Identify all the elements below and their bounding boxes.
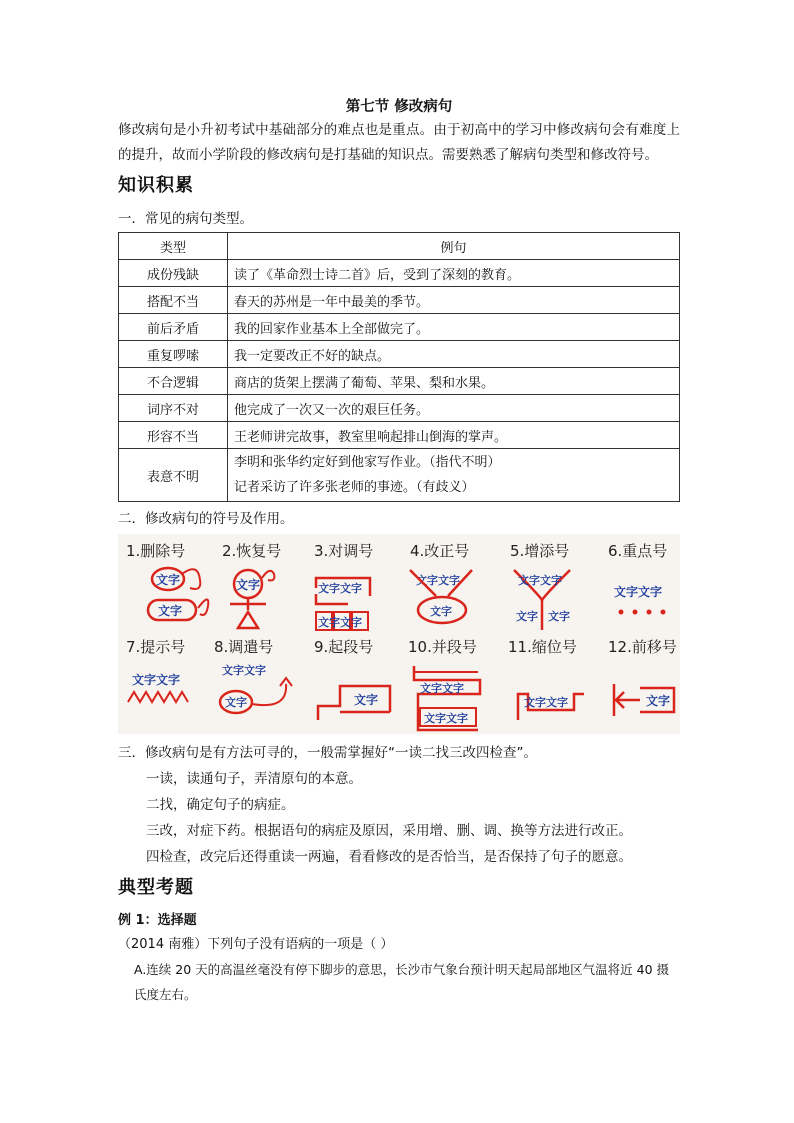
sentence-types-table: [118, 232, 680, 502]
symbol-word: 文字: [548, 610, 570, 623]
document-page: [118, 96, 680, 1007]
symbol-word: 文字文字: [416, 574, 460, 587]
table-row: [119, 395, 680, 422]
symbol-word: 文字文字: [318, 616, 362, 629]
symbol-label-correct: 4.改正号: [410, 542, 470, 560]
row-example: [228, 449, 680, 502]
symbol-word: 文字文字: [524, 696, 568, 709]
typical-questions-heading: 典型考题: [118, 877, 194, 898]
row-example: 王老师讲完故事，教室里响起排山倒海的掌声。: [228, 422, 680, 449]
symbol-word: 文字文字: [318, 582, 362, 595]
symbol-label-move: 8.调遣号: [214, 638, 274, 656]
symbol-label-indent: 11.缩位号: [508, 638, 577, 656]
symbol-label-merge-paragraph: 10.并段号: [408, 638, 477, 656]
symbol-word: 文字: [225, 696, 247, 709]
row-type: 前后矛盾: [119, 314, 228, 341]
row-example: 他完成了一次又一次的艰巨任务。: [228, 395, 680, 422]
symbol-word: 文字文字: [424, 712, 468, 725]
example-1-question: （2014 南雅）下列句子没有语病的一项是（ ）: [118, 937, 394, 952]
symbol-word: 文字文字: [614, 585, 663, 599]
row-example: 读了《革命烈士诗二首》后，受到了深刻的教育。: [228, 260, 680, 287]
symbol-label-emphasis: 6.重点号: [608, 542, 668, 560]
symbol-word: 文字: [516, 610, 538, 623]
symbol-word: 文字: [236, 578, 261, 592]
symbol-label-delete: 1.删除号: [126, 542, 186, 560]
section-1-heading: 一．常见的病句类型。: [118, 211, 253, 227]
symbol-label-swap: 3.对调号: [314, 542, 374, 560]
row-example: 我一定要改正不好的缺点。: [228, 341, 680, 368]
table-row: [119, 449, 680, 502]
row-type: 成份残缺: [119, 260, 228, 287]
table-row: [119, 260, 680, 287]
row-example-line: 李明和张华约定好到他家写作业。（指代不明）: [234, 455, 501, 470]
symbol-label-restore: 2.恢复号: [222, 542, 282, 560]
step-check: 四检查，改完后还得重读一两遍，看看修改的是否恰当，是否保持了句子的愿意。: [146, 849, 632, 865]
symbol-word: 文字: [158, 604, 183, 618]
symbol-label-hint: 7.提示号: [126, 638, 186, 656]
symbol-label-move-forward: 12.前移号: [608, 638, 677, 656]
section-3-heading: 三．修改病句是有方法可寻的，一般需掌握好“一读二找三改四检查”。: [118, 745, 537, 761]
symbol-word: 文字文字: [222, 664, 266, 677]
row-type: 形容不当: [119, 422, 228, 449]
table-header-row: [119, 233, 680, 260]
symbol-word: 文字: [430, 605, 452, 618]
page-title: 第七节 修改病句: [345, 99, 453, 115]
table-row: [119, 341, 680, 368]
row-example: 春天的苏州是一年中最美的季节。: [228, 287, 680, 314]
table-row: [119, 314, 680, 341]
row-type: 不合逻辑: [119, 368, 228, 395]
table-row: [119, 287, 680, 314]
step-correct: 三改，对症下药。根据语句的病症及原因，采用增、删、调、换等方法进行改正。: [146, 823, 632, 839]
symbol-word: 文字文字: [420, 682, 464, 695]
section-2-heading: 二．修改病句的符号及作用。: [118, 511, 294, 527]
correction-symbols-figure: [118, 534, 680, 734]
step-read: 一读，读通句子，弄清原句的本意。: [146, 771, 362, 787]
header-type: 类型: [119, 233, 228, 260]
intro-paragraph: 修改病句是小升初考试中基础部分的难点也是重点。由于初高中的学习中修改病句会有难度上的提升，故而小学阶段的修改病句是打基础的知识点。需要熟悉了解病句类型和修改符号。: [118, 122, 680, 163]
symbol-label-insert: 5.增添号: [510, 542, 570, 560]
symbol-word: 文字: [646, 694, 671, 708]
symbol-word: 文字文字: [518, 574, 562, 587]
example-1-option-a: A.连续 20 天的高温丝毫没有停下脚步的意思，长沙市气象台预计明天起局部地区气温将近 40 摄氏度左右。: [134, 962, 670, 1002]
knowledge-heading: 知识积累: [118, 175, 194, 196]
table-row: [119, 422, 680, 449]
symbol-word: 文字: [354, 693, 379, 707]
row-type: 搭配不当: [119, 287, 228, 314]
table-row: [119, 368, 680, 395]
row-example-line: 记者采访了许多张老师的事迹。（有歧义）: [234, 480, 475, 495]
row-type: 重复啰嗦: [119, 341, 228, 368]
example-1-title: 例 1：选择题: [118, 913, 197, 928]
symbol-word: 文字: [156, 573, 181, 587]
step-find: 二找，确定句子的病症。: [146, 797, 295, 813]
header-example: 例句: [228, 233, 680, 260]
symbol-word: 文字文字: [132, 673, 181, 687]
symbol-label-new-paragraph: 9.起段号: [314, 638, 374, 656]
row-example: 我的回家作业基本上全部做完了。: [228, 314, 680, 341]
row-type: 词序不对: [119, 395, 228, 422]
row-type: 表意不明: [119, 449, 228, 502]
row-example: 商店的货架上摆满了葡萄、苹果、梨和水果。: [228, 368, 680, 395]
